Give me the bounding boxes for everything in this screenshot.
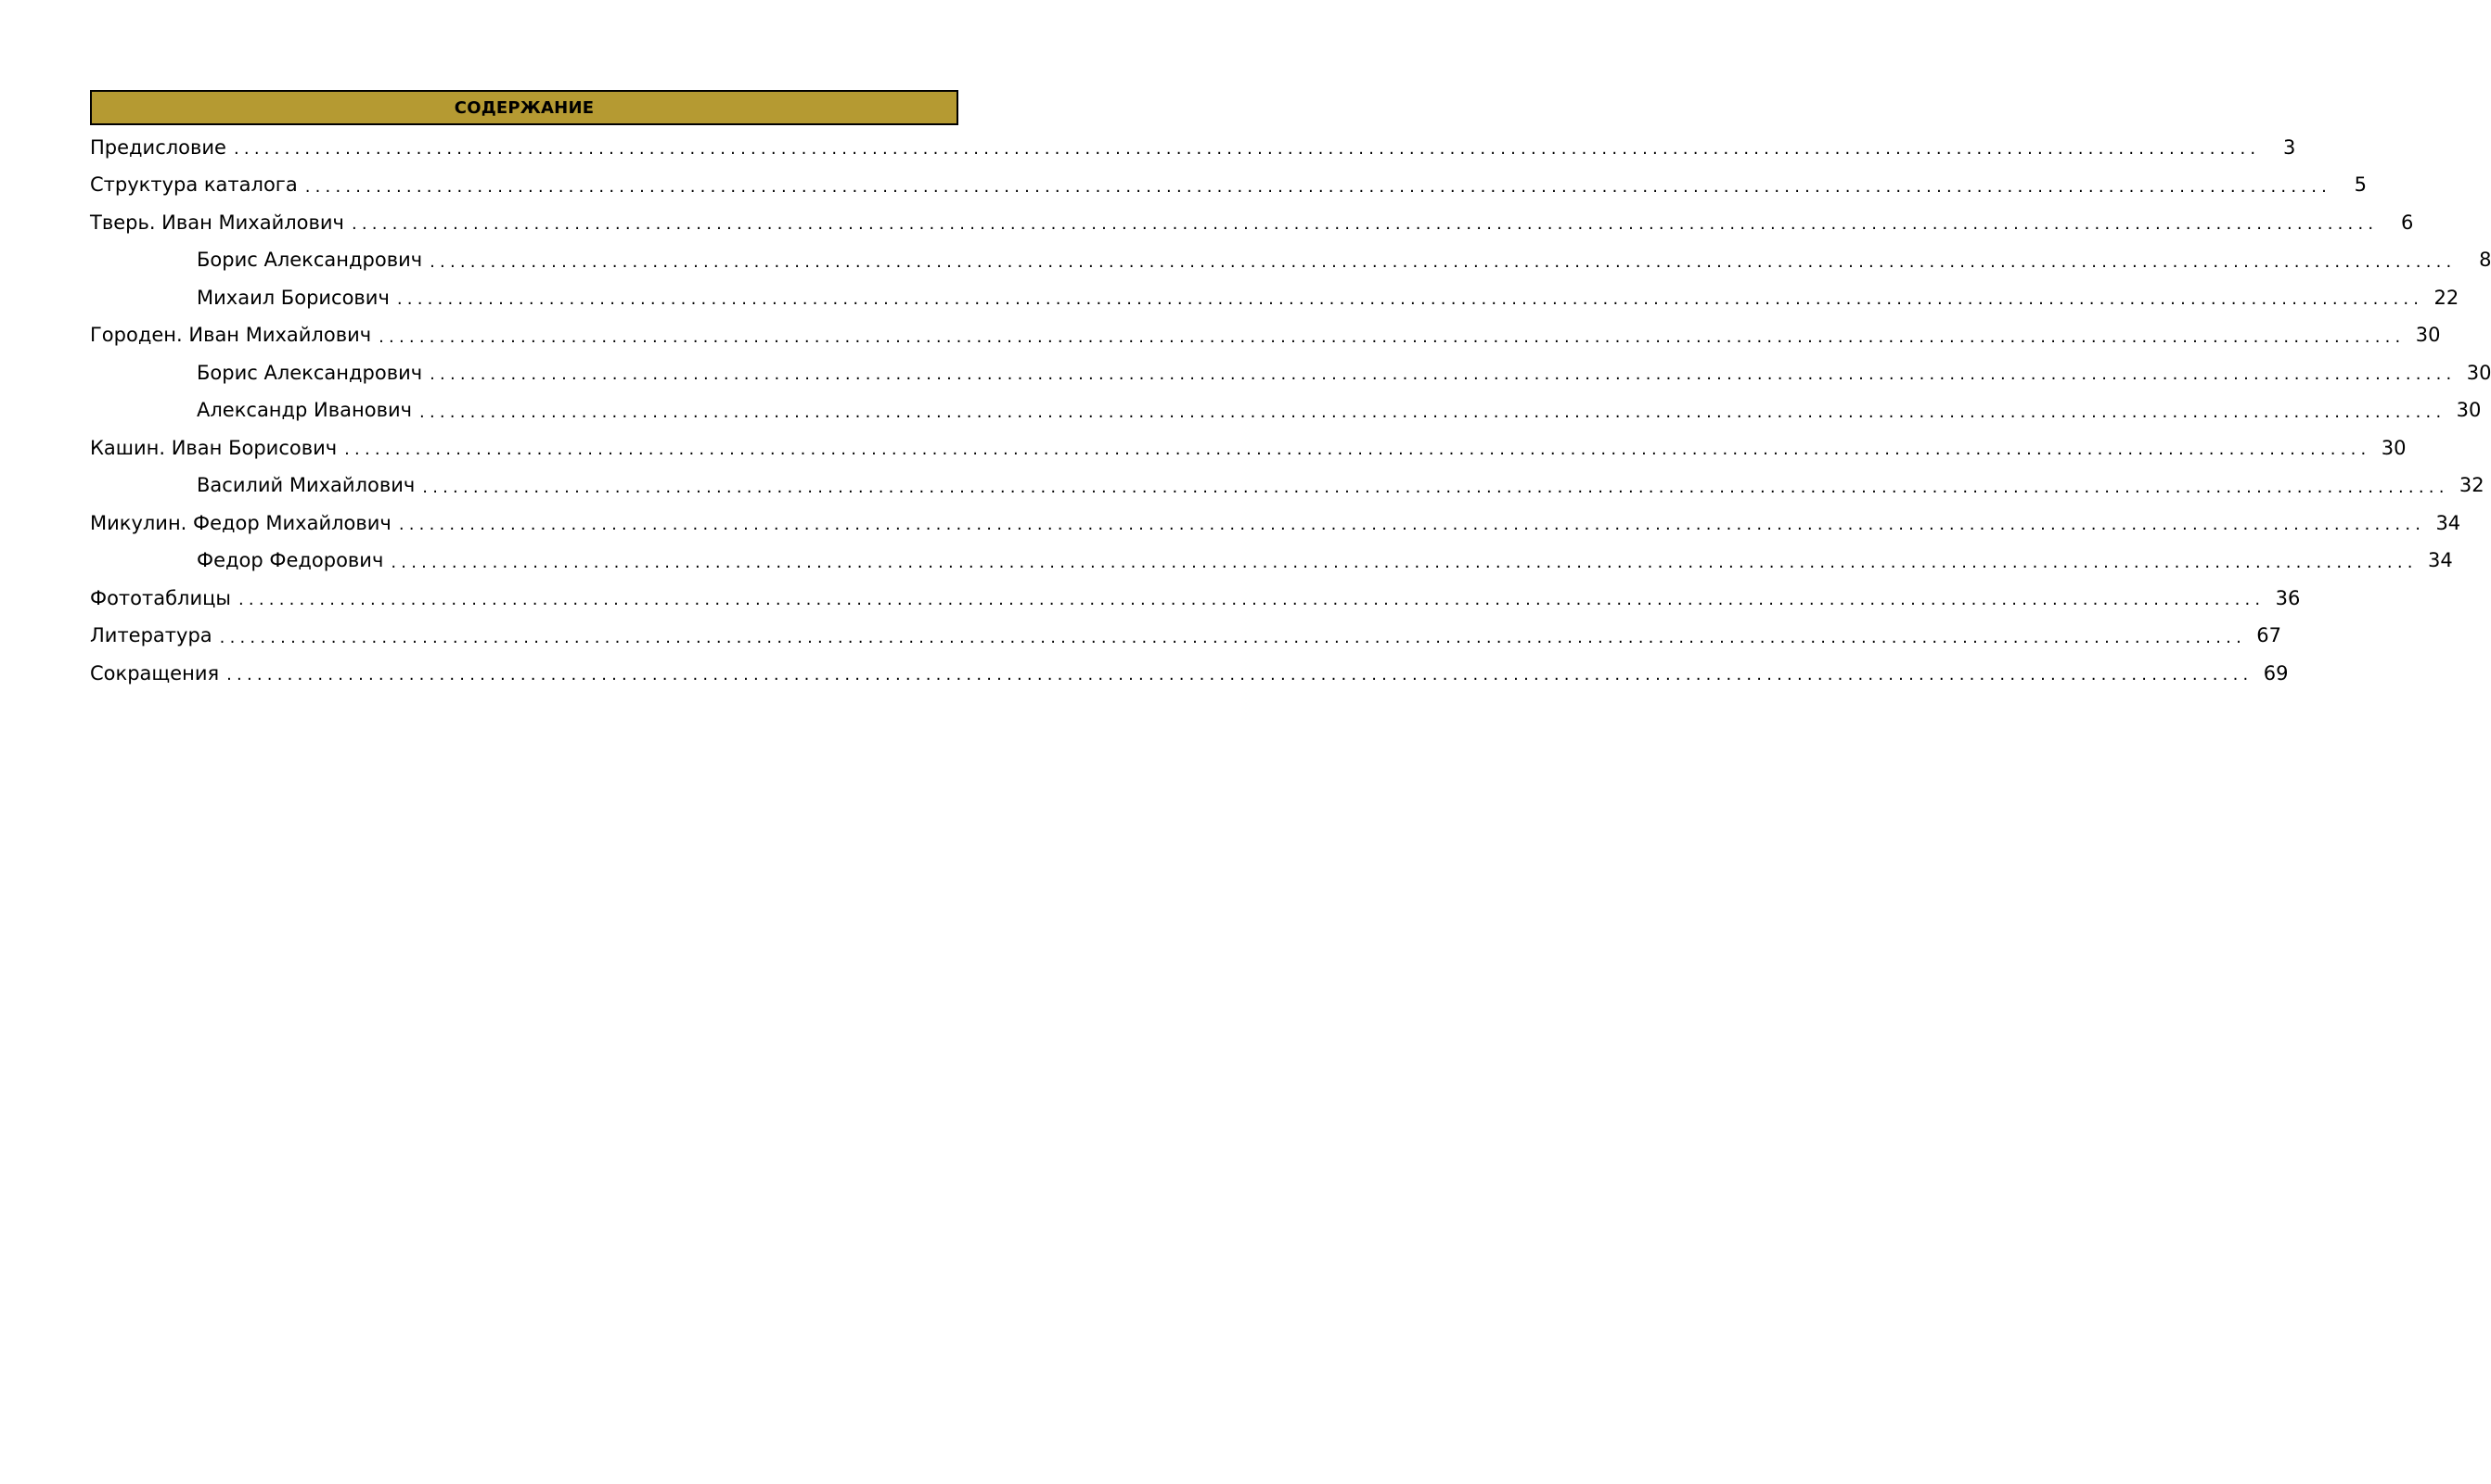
toc-entry[interactable] [90, 429, 2407, 467]
toc-entry[interactable] [90, 505, 2461, 543]
toc-subentry[interactable] [90, 392, 2482, 430]
toc-entry-title: Кашин. Иван Борисович [90, 436, 338, 459]
toc-dot-leader: ........................................................................................................................................................................................................ [391, 552, 2418, 572]
toc-entry-page: 69 [2263, 661, 2289, 684]
toc-entry[interactable] [90, 317, 2441, 355]
toc-dot-leader: ........................................................................................................................................................................................................ [430, 251, 2457, 272]
toc-entry-title: Литература [90, 624, 212, 647]
toc-entry-page: 30 [2466, 361, 2491, 384]
toc-entry-title: Городен. Иван Михайлович [90, 324, 372, 347]
toc-dot-leader: ........................................................................................................................................................................................................ [351, 214, 2379, 235]
toc-subentry[interactable] [90, 467, 2485, 505]
toc-entry[interactable] [90, 204, 2414, 242]
toc-entry-title: Александр Иванович [197, 399, 413, 422]
toc-entry-title: Структура каталога [90, 173, 298, 197]
toc-entry-title: Предисловие [90, 135, 226, 159]
toc-entry-page: 30 [2381, 436, 2407, 459]
toc-dot-leader: ........................................................................................................................................................................................................ [344, 440, 2371, 460]
toc-entry[interactable] [90, 129, 2296, 167]
toc-subentry[interactable] [90, 279, 2459, 317]
toc-dot-leader: ........................................................................................................................................................................................................ [396, 289, 2424, 310]
toc-entry-page: 34 [2435, 511, 2461, 534]
toc-entry-title: Василий Михайлович [197, 474, 416, 497]
toc-entry-page: 8 [2479, 249, 2491, 272]
toc-entry-title: Михаил Борисович [197, 286, 390, 309]
toc-dot-leader: ........................................................................................................................................................................................................ [398, 515, 2426, 535]
toc-entry-title: Микулин. Федор Михайлович [90, 511, 392, 534]
toc-entry-page: 30 [2415, 324, 2441, 347]
toc-entry[interactable] [90, 618, 2281, 656]
toc-entry-title: Сокращения [90, 661, 220, 684]
toc-entry-page: 34 [2427, 549, 2453, 572]
toc-subentry[interactable] [90, 354, 2491, 392]
toc-entry-title: Борис Александрович [197, 249, 423, 272]
toc-dot-leader: ........................................................................................................................................................................................................ [379, 326, 2406, 347]
toc-entry-page: 3 [2282, 135, 2296, 159]
toc-entry-page: 67 [2256, 624, 2281, 647]
toc-entry-title: Тверь. Иван Михайлович [90, 211, 344, 234]
toc-entry-page: 36 [2275, 586, 2301, 609]
toc-entry-title: Федор Федорович [197, 549, 384, 572]
toc-entry[interactable] [90, 655, 2289, 693]
toc-dot-leader: ........................................................................................................................................................................................................ [219, 627, 2246, 647]
toc-entry-page: 22 [2433, 286, 2459, 309]
toc-entry[interactable] [90, 167, 2368, 205]
toc-entry-page: 32 [2459, 474, 2485, 497]
toc-header-bar [90, 90, 958, 125]
toc-dot-leader: ........................................................................................................................................................................................................ [238, 590, 2266, 610]
toc-entry-page: 30 [2456, 399, 2482, 422]
toc-dot-leader: ........................................................................................................................................................................................................ [430, 365, 2457, 385]
toc-entry-title: Борис Александрович [197, 361, 423, 384]
toc-subentry[interactable] [90, 242, 2491, 280]
toc-dot-leader: ........................................................................................................................................................................................................ [422, 477, 2449, 497]
toc-dot-leader: ........................................................................................................................................................................................................ [233, 139, 2261, 160]
table-of-contents [90, 129, 2491, 693]
toc-entry-title: Фототаблицы [90, 586, 232, 609]
toc-entry-page: 5 [2354, 173, 2368, 197]
toc-entry-page: 6 [2400, 211, 2414, 234]
toc-dot-leader: ........................................................................................................................................................................................................ [419, 402, 2446, 422]
toc-subentry[interactable] [90, 543, 2453, 581]
toc-entry[interactable] [90, 580, 2301, 618]
toc-dot-leader: ........................................................................................................................................................................................................ [226, 665, 2253, 685]
toc-dot-leader: ........................................................................................................................................................................................................ [304, 176, 2332, 197]
toc-heading: СОДЕРЖАНИЕ [454, 97, 595, 118]
